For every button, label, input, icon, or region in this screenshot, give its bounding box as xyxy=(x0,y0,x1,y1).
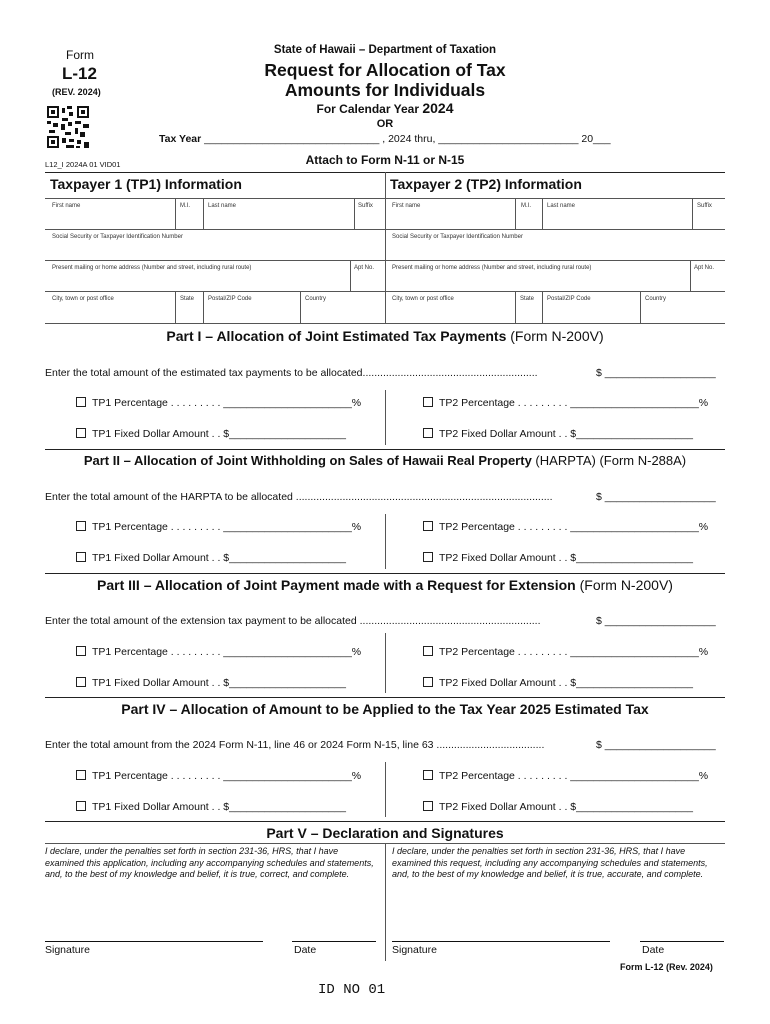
divider xyxy=(300,291,301,323)
part4-title-text: Part IV – Allocation of Amount to be Applied to the Tax Year 2025 Estimated Tax xyxy=(121,701,649,717)
divider xyxy=(45,697,725,698)
part1-total-input[interactable]: $ ___________________ xyxy=(596,367,716,379)
divider xyxy=(385,843,386,961)
tp2-signature-label: Signature xyxy=(392,944,437,956)
divider xyxy=(45,291,725,292)
checkbox[interactable] xyxy=(423,428,433,438)
divider xyxy=(542,198,543,229)
tp2-apt-field[interactable]: Apt No. xyxy=(694,265,715,271)
part1-title-text: Part I – Allocation of Joint Estimated Tax Payments xyxy=(166,328,507,344)
part3-total-input[interactable]: $ ___________________ xyxy=(596,615,716,627)
form-revision: (REV. 2024) xyxy=(52,87,101,97)
divider xyxy=(640,941,724,942)
part1-tp1-percentage[interactable] xyxy=(76,397,361,409)
part1-tp1-fixed[interactable] xyxy=(76,428,346,440)
tp2-city-field[interactable]: City, town or post office xyxy=(392,296,454,302)
divider xyxy=(515,291,516,323)
part5-title: Part V – Declaration and Signatures xyxy=(266,825,504,841)
divider xyxy=(45,229,725,230)
form-title-line1: Request for Allocation of Tax xyxy=(264,60,506,80)
divider xyxy=(692,198,693,229)
divider xyxy=(175,198,176,229)
part3-form-ref: (Form N-200V) xyxy=(575,577,673,593)
tp2-state-field[interactable]: State xyxy=(520,296,535,302)
part2-form-ref: (HARPTA) (Form N-288A) xyxy=(531,453,687,468)
part1-tp2-fixed-label: TP2 Fixed Dollar Amount . . $____________________ xyxy=(439,428,693,440)
part1-tp2-fixed[interactable] xyxy=(423,428,693,440)
part3-tp1-fixed-label: TP1 Fixed Dollar Amount . . $____________________ xyxy=(92,677,346,689)
divider xyxy=(690,260,691,291)
checkbox[interactable] xyxy=(423,521,433,531)
part4-total-input[interactable]: $ ___________________ xyxy=(596,739,716,751)
checkbox[interactable] xyxy=(76,801,86,811)
part1-tp1-percentage-label: TP1 Percentage . . . . . . . . . ______________________% xyxy=(92,397,362,409)
tp2-date-field[interactable] xyxy=(640,926,724,941)
tax-year-label: Tax Year xyxy=(159,133,202,145)
checkbox[interactable] xyxy=(76,521,86,531)
part4-tp1-fixed[interactable] xyxy=(76,801,346,813)
checkbox[interactable] xyxy=(76,428,86,438)
tp1-ssn-field[interactable]: Social Security or Taxpayer Identification Number xyxy=(52,234,183,240)
tp2-zip-field[interactable]: Postal/ZIP Code xyxy=(547,296,591,302)
form-word: Form xyxy=(66,48,94,62)
divider xyxy=(45,941,263,942)
divider xyxy=(45,449,725,450)
agency-name: State of Hawaii – Department of Taxation xyxy=(273,44,497,56)
tp2-ssn-field[interactable]: Social Security or Taxpayer Identification Number xyxy=(392,234,523,240)
divider xyxy=(385,172,386,323)
divider xyxy=(354,198,355,229)
part1-tp2-percentage[interactable] xyxy=(423,397,708,409)
tp1-address-field[interactable]: Present mailing or home address (Number and street, including rural route) xyxy=(52,265,252,271)
divider xyxy=(515,198,516,229)
part4-tp2-fixed[interactable] xyxy=(423,801,693,813)
divider xyxy=(203,198,204,229)
tp1-country-field[interactable]: Country xyxy=(305,296,327,302)
checkbox[interactable] xyxy=(423,801,433,811)
tp1-date-label: Date xyxy=(294,944,317,956)
part2-total-label: Enter the total amount of the HARPTA to be allocated ........................................................................................ xyxy=(45,491,553,503)
tp2-last-name-field[interactable]: Last name xyxy=(547,203,576,209)
tp1-signature-label: Signature xyxy=(45,944,90,956)
divider xyxy=(385,390,386,445)
tp1-zip-field[interactable]: Postal/ZIP Code xyxy=(208,296,252,302)
checkbox[interactable] xyxy=(76,646,86,656)
part4-tp1-fixed-label: TP1 Fixed Dollar Amount . . $____________________ xyxy=(92,801,346,813)
divider xyxy=(45,198,725,199)
part3-tp1-percentage[interactable] xyxy=(76,646,361,658)
tp2-country-field[interactable]: Country xyxy=(645,296,667,302)
calendar-year-line xyxy=(0,100,770,116)
part3-tp2-percentage[interactable] xyxy=(423,646,708,658)
part1-tp1-fixed-label: TP1 Fixed Dollar Amount . . $____________________ xyxy=(92,428,346,440)
part1-title xyxy=(0,328,770,344)
divider xyxy=(385,762,386,817)
form-number: L-12 xyxy=(62,64,97,83)
divider xyxy=(640,291,641,323)
part1-tp2-percentage-label: TP2 Percentage . . . . . . . . . ______________________% xyxy=(439,397,709,409)
tp1-first-name-field[interactable]: First name xyxy=(52,203,81,209)
part2-tp2-fixed-label: TP2 Fixed Dollar Amount . . $____________________ xyxy=(439,552,693,564)
part3-tp2-fixed-label: TP2 Fixed Dollar Amount . . $____________________ xyxy=(439,677,693,689)
checkbox[interactable] xyxy=(76,397,86,407)
form-id: L12_I 2024A 01 VID01 xyxy=(45,160,121,169)
part2-tp2-percentage-label: TP2 Percentage . . . . . . . . . ______________________% xyxy=(439,521,709,533)
tp2-heading: Taxpayer 2 (TP2) Information xyxy=(390,176,582,192)
tp2-signature-field[interactable] xyxy=(392,926,610,941)
tax-year-row xyxy=(159,133,611,145)
part3-title-text: Part III – Allocation of Joint Payment made with a Request for Extension xyxy=(97,577,576,593)
part4-tp2-percentage[interactable] xyxy=(423,770,708,782)
part3-tp2-percentage-label: TP2 Percentage . . . . . . . . . ______________________% xyxy=(439,646,709,658)
tp2-suffix-field[interactable]: Suffix xyxy=(697,203,712,209)
attach-text: Attach to Form N-11 or N-15 xyxy=(305,153,465,167)
tp1-signature-field[interactable] xyxy=(45,926,263,941)
divider xyxy=(292,941,376,942)
part3-title xyxy=(0,577,770,593)
part4-tp2-fixed-label: TP2 Fixed Dollar Amount . . $____________________ xyxy=(439,801,693,813)
tp2-date-label: Date xyxy=(642,944,665,956)
checkbox[interactable] xyxy=(423,397,433,407)
declaration-right: I declare, under the penalties set forth in section 231-36, HRS, that I have examined this request, including any accompanying schedules and statements, and, to the best of my knowledge and belief, it is true, accurate, and complete. xyxy=(392,846,708,879)
part2-tp1-fixed[interactable] xyxy=(76,552,346,564)
divider xyxy=(45,573,725,574)
divider xyxy=(385,633,386,693)
footer-id-no: ID NO 01 xyxy=(318,982,386,998)
checkbox[interactable] xyxy=(423,552,433,562)
tp1-city-field[interactable]: City, town or post office xyxy=(52,296,114,302)
tp1-date-field[interactable] xyxy=(292,926,376,941)
checkbox[interactable] xyxy=(423,646,433,656)
part4-tp1-percentage[interactable] xyxy=(76,770,361,782)
part2-tp1-percentage-label: TP1 Percentage . . . . . . . . . ______________________% xyxy=(92,521,362,533)
part1-total-label: Enter the total amount of the estimated tax payments to be allocated............................................................ xyxy=(45,367,538,379)
calendar-year-label: For Calendar Year xyxy=(316,102,419,116)
tp1-heading: Taxpayer 1 (TP1) Information xyxy=(50,176,242,192)
tp1-mi-field[interactable]: M.I. xyxy=(180,203,190,209)
footer-form-rev: Form L-12 (Rev. 2024) xyxy=(620,962,713,972)
part4-tp1-percentage-label: TP1 Percentage . . . . . . . . . ______________________% xyxy=(92,770,362,782)
part2-tp1-fixed-label: TP1 Fixed Dollar Amount . . $____________________ xyxy=(92,552,346,564)
divider xyxy=(542,291,543,323)
part3-tp1-percentage-label: TP1 Percentage . . . . . . . . . ______________________% xyxy=(92,646,362,658)
tp2-address-field[interactable]: Present mailing or home address (Number and street, including rural route) xyxy=(392,265,592,271)
part4-title xyxy=(0,701,770,717)
part3-tp2-fixed[interactable] xyxy=(423,677,693,689)
divider xyxy=(45,323,725,324)
tp1-apt-field[interactable]: Apt No. xyxy=(354,265,375,271)
part2-title xyxy=(0,453,770,468)
tp2-mi-field[interactable]: M.I. xyxy=(521,203,531,209)
checkbox[interactable] xyxy=(423,677,433,687)
checkbox[interactable] xyxy=(76,770,86,780)
part3-total-label: Enter the total amount of the extension tax payment to be allocated .............................................................. xyxy=(45,615,541,627)
divider xyxy=(45,821,725,822)
checkbox[interactable] xyxy=(76,552,86,562)
part3-tp1-fixed[interactable] xyxy=(76,677,346,689)
part1-form-ref: (Form N-200V) xyxy=(506,328,604,344)
tp1-suffix-field[interactable]: Suffix xyxy=(358,203,373,209)
form-title-line2: Amounts for Individuals xyxy=(284,80,486,100)
divider xyxy=(45,260,725,261)
tp1-state-field[interactable]: State xyxy=(180,296,195,302)
tax-year-field[interactable]: ______________________________ , 2024 thru, ________________________ 20___ xyxy=(204,133,611,145)
part4-tp2-percentage-label: TP2 Percentage . . . . . . . . . ______________________% xyxy=(439,770,709,782)
checkbox[interactable] xyxy=(76,677,86,687)
tp2-first-name-field[interactable]: First name xyxy=(392,203,421,209)
or-text: OR xyxy=(376,118,394,130)
divider xyxy=(392,941,610,942)
part2-total-input[interactable]: $ ___________________ xyxy=(596,491,716,503)
checkbox[interactable] xyxy=(423,770,433,780)
divider xyxy=(350,260,351,291)
tp1-last-name-field[interactable]: Last name xyxy=(208,203,237,209)
divider xyxy=(385,514,386,569)
part2-title-text: Part II – Allocation of Joint Withholding on Sales of Hawaii Real Property xyxy=(83,453,532,468)
part2-tp1-percentage[interactable] xyxy=(76,521,361,533)
part2-tp2-percentage[interactable] xyxy=(423,521,708,533)
divider xyxy=(175,291,176,323)
part4-total-label: Enter the total amount from the 2024 Form N-11, line 46 or 2024 Form N-15, line 63 ..................................... xyxy=(45,739,545,751)
divider xyxy=(203,291,204,323)
calendar-year: 2024 xyxy=(422,100,454,116)
part2-tp2-fixed[interactable] xyxy=(423,552,693,564)
declaration-left: I declare, under the penalties set forth in section 231-36, HRS, that I have examined this application, including any accompanying schedules and statements, and, to the best of my knowledge and belief, it is true, correct, and complete. xyxy=(45,846,374,879)
